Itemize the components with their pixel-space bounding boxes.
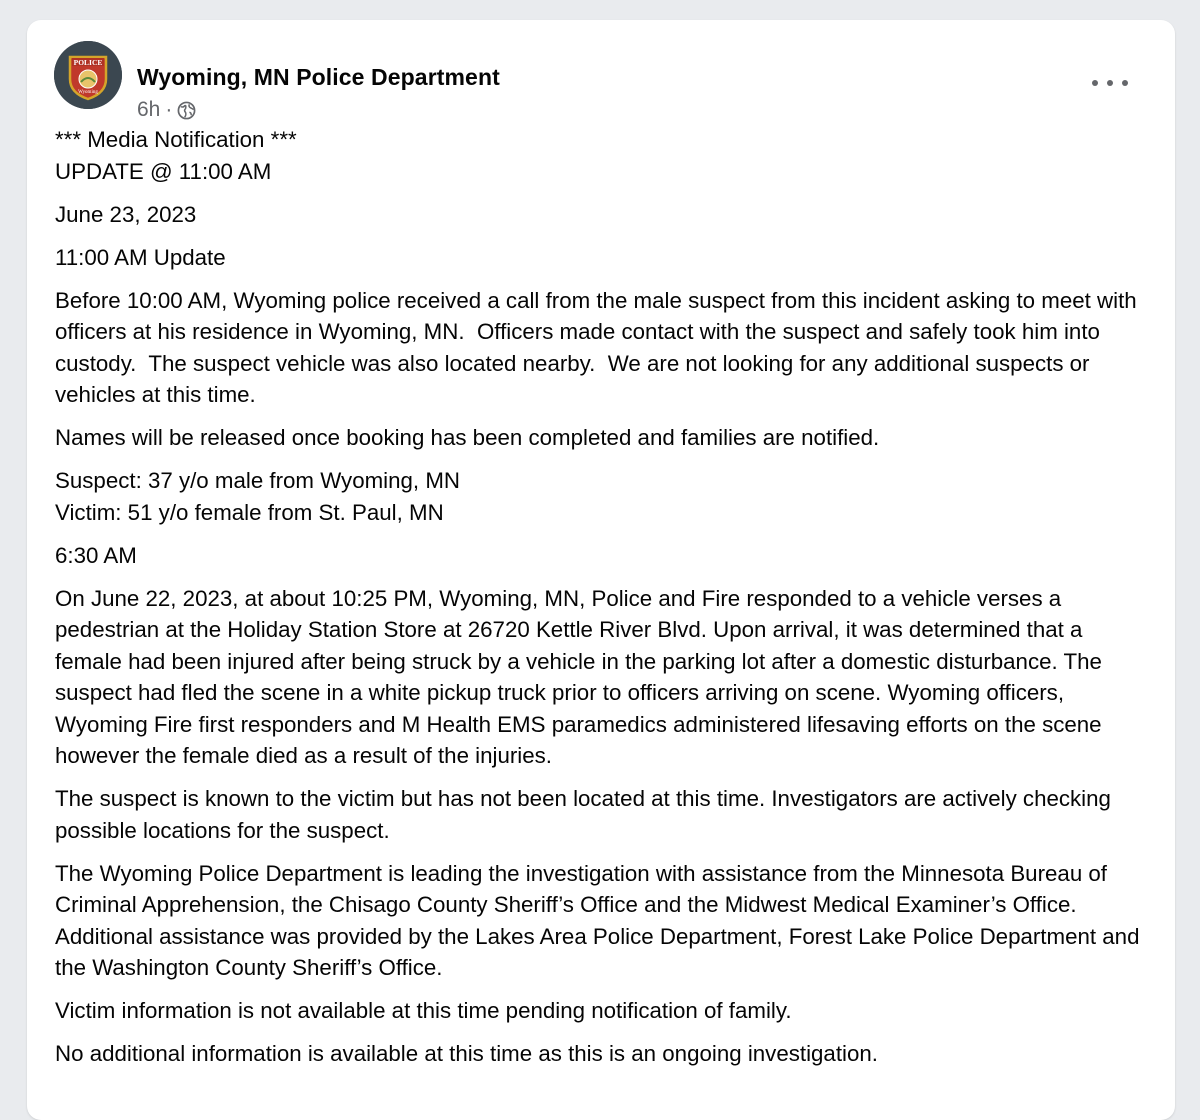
- post-paragraph: 6:30 AM: [55, 542, 137, 568]
- post-paragraph: June 23, 2023: [55, 201, 197, 227]
- page-name-link[interactable]: Wyoming, MN Police Department: [137, 64, 500, 90]
- post-paragraph: Suspect: 37 y/o male from Wyoming, MN Victim: 51 y/o female from St. Paul, MN: [55, 468, 460, 525]
- post-body: [55, 124, 1155, 1081]
- more-options-icon[interactable]: [1092, 73, 1128, 93]
- post-paragraph: On June 22, 2023, at about 10:25 PM, Wyoming, MN, Police and Fire responded to a vehicle verses a pedestrian at the Holiday Station Store at 26720 Kettle River Blvd. Upon arrival, it was determined that a female had been injured after being struck by a vehicle in the parking lot after a domestic disturbance. The suspect had fled the scene in a white pickup truck prior to officers arriving on scene. Wyoming officers, Wyoming Fire first responders and M Health EMS paramedics administered lifesaving efforts on the scene however the female died as a result of the injuries.: [55, 585, 1109, 768]
- badge-police-text: POLICE: [73, 58, 103, 67]
- post-paragraph: Victim information is not available at this time pending notification of family.: [55, 998, 792, 1023]
- meta-separator: ·: [165, 98, 173, 121]
- post-paragraph: 11:00 AM Update: [55, 244, 226, 270]
- post-time[interactable]: 6h: [137, 98, 161, 121]
- post-paragraph: The Wyoming Police Department is leading the investigation with assistance from the Minnesota Bureau of Criminal Apprehension, the Chisago County Sheriff’s Office and the Midwest Medical Examiner’s Office. Additional assistance was provided by the Lakes Area Police Department, Forest Lake Police Department and the Washington County Sheriff’s Office.: [55, 860, 1146, 980]
- post-header: [54, 41, 1154, 121]
- police-badge-icon: [54, 41, 122, 109]
- page-avatar[interactable]: [54, 41, 122, 109]
- badge-city-text: Wyoming: [78, 90, 98, 95]
- post-paragraph: Before 10:00 AM, Wyoming police received a call from the male suspect from this incident asking to meet with officers at his residence in Wyoming, MN. Officers made contact with the suspect and safely took him into custody. The suspect vehicle was also located nearby. We are not looking for any additional suspects or vehicles at this time.: [55, 287, 1143, 407]
- post-paragraph: Names will be released once booking has been completed and families are notified.: [55, 425, 880, 450]
- post-paragraph: The suspect is known to the victim but has not been located at this time. Investigators are actively checking possible locations for the suspect.: [55, 786, 1118, 843]
- post-paragraph: No additional information is available at this time as this is an ongoing investigation.: [55, 1041, 878, 1066]
- post-paragraph: *** Media Notification *** UPDATE @ 11:00 AM: [55, 127, 297, 184]
- post-card: [27, 20, 1175, 1120]
- post-meta: [137, 98, 196, 122]
- globe-icon[interactable]: [177, 101, 196, 120]
